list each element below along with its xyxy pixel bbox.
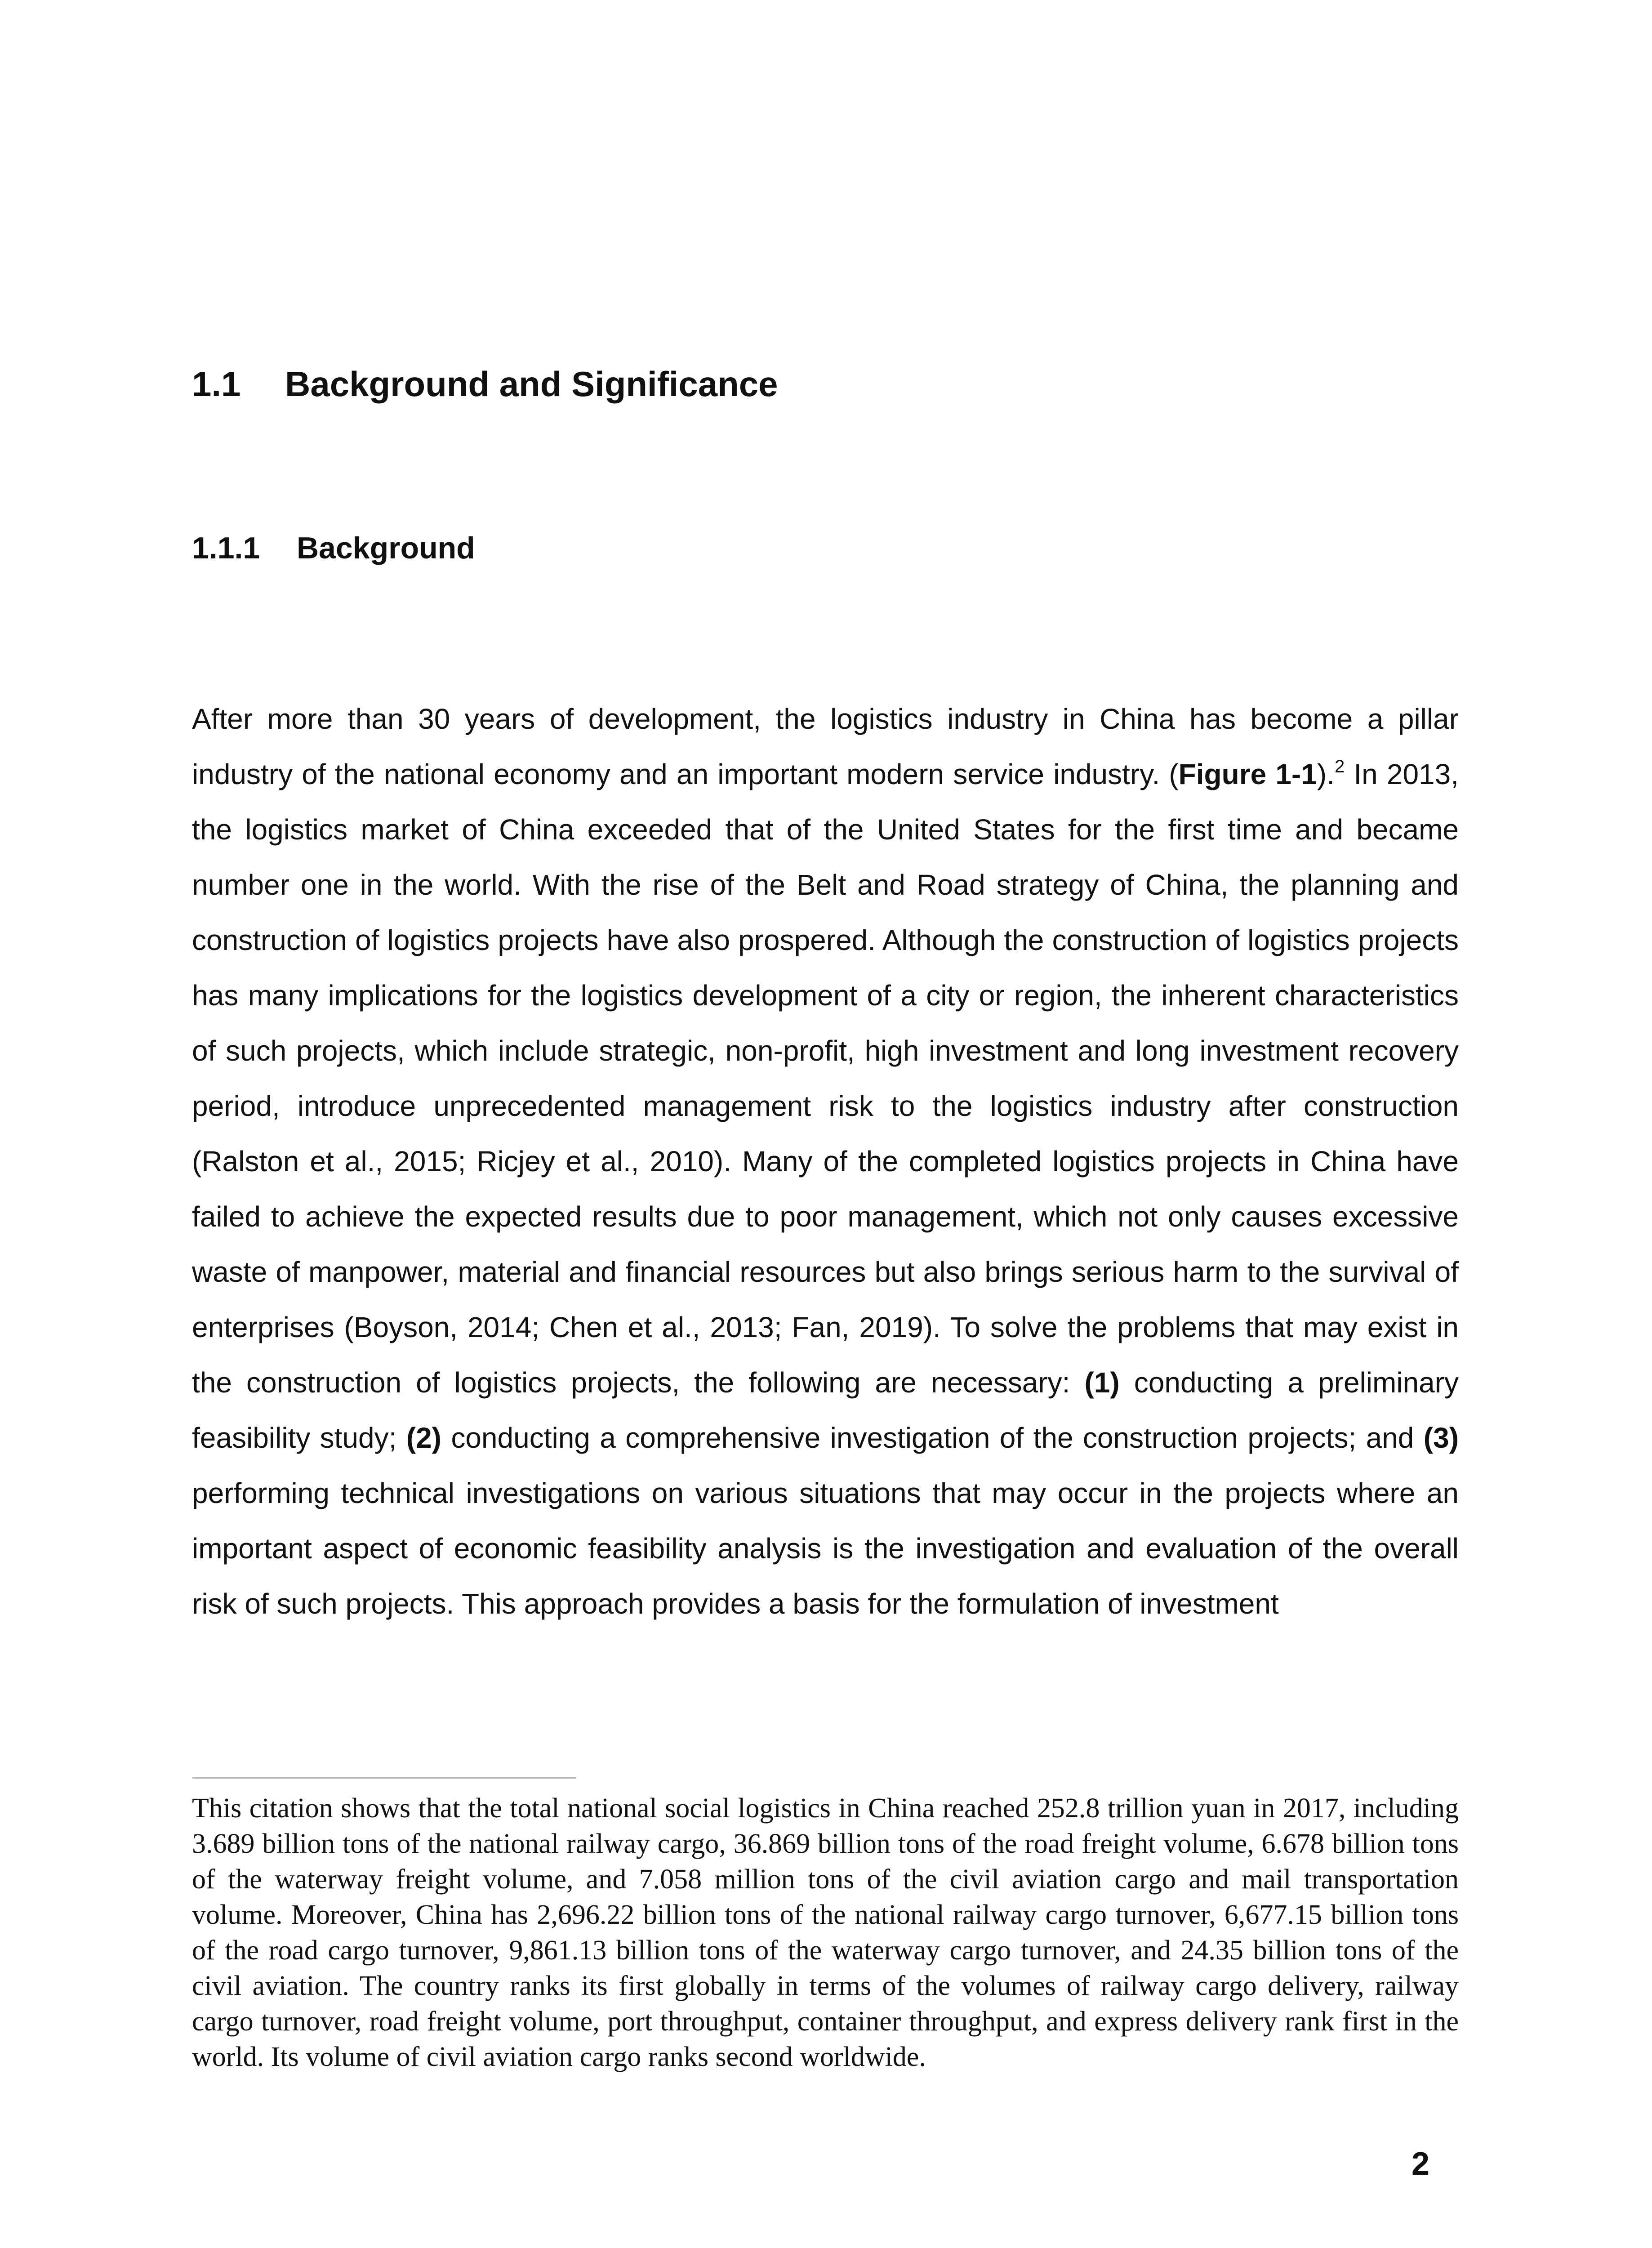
subsection-number: 1.1.1 (192, 531, 260, 565)
figure-reference-link[interactable]: Figure 1-1 (1178, 758, 1317, 790)
list-item-2-text: conducting a comprehensive investigation of the construction projects; and (441, 1422, 1424, 1454)
section-title: Background and Significance (285, 364, 778, 404)
section-heading (192, 364, 778, 404)
body-paragraph (192, 691, 1459, 1632)
page-number: 2 (1412, 2146, 1430, 2182)
paragraph-text-intro: After more than 30 years of development, the logistics industry in China has become a pillar industry of the national economy and an important modern service industry. ( (192, 703, 1459, 790)
footnote-separator (192, 1777, 576, 1779)
section-number: 1.1 (192, 364, 241, 404)
subsection-heading (192, 533, 475, 563)
list-item-1-text: conducting a preliminary feasibility study; (192, 1366, 1459, 1454)
list-marker-3: (3) (1423, 1422, 1459, 1454)
list-marker-1: (1) (1084, 1366, 1120, 1399)
footnote-marker[interactable]: 2 (1334, 757, 1345, 776)
footnote-text: This citation shows that the total national social logistics in China reached 252.8 trillion yuan in 2017, including 3.689 billion tons of the national railway cargo, 36.869 billion tons of the road freight volume, 6.678 billion tons of the waterway freight volume, and 7.058 million tons of the civil aviation cargo and mail transportation volume. Moreover, China has 2,696.22 billion tons of the national railway cargo turnover, 6,677.15 billion tons of the road cargo turnover, 9,861.13 billion tons of the waterway cargo turnover, and 24.35 billion tons of the civil aviation. The country ranks its first globally in terms of the volumes of railway cargo delivery, railway cargo turnover, road freight volume, port throughput, container throughput, and express delivery rank first in the world. Its volume of civil aviation cargo ranks second worldwide. (192, 1793, 1459, 2072)
list-item-3-text: performing technical investigations on various situations that may occur in the projects where an important aspect of economic feasibility analysis is the investigation and evaluation of the overall risk of such projects. This approach provides a basis for the formulation of investment (192, 1477, 1459, 1620)
paragraph-text-main: In 2013, the logistics market of China exceeded that of the United States for the first time and became number one in the world. With the rise of the Belt and Road strategy of China, the planning and construction of logistics projects have also prospered. Although the construction of logistics projects has many implications for the logistics development of a city or region, the inherent characteristics of such projects, which include strategic, non-profit, high investment and long investment recovery period, introduce unprecedented management risk to the logistics industry after construction (Ralston et al., 2015; Ricjey et al., 2010). Many of the completed logistics projects in China have failed to achieve the expected results due to poor management, which not only causes excessive waste of manpower, material and financial resources but also brings serious harm to the survival of enterprises (Boyson, 2014; Chen et al., 2013; Fan, 2019). To solve the problems that may exist in the construction of logistics projects, the following are necessary: (192, 758, 1459, 1399)
list-marker-2: (2) (406, 1422, 441, 1454)
subsection-title: Background (297, 531, 475, 565)
paragraph-text-close-paren: ). (1317, 758, 1335, 790)
